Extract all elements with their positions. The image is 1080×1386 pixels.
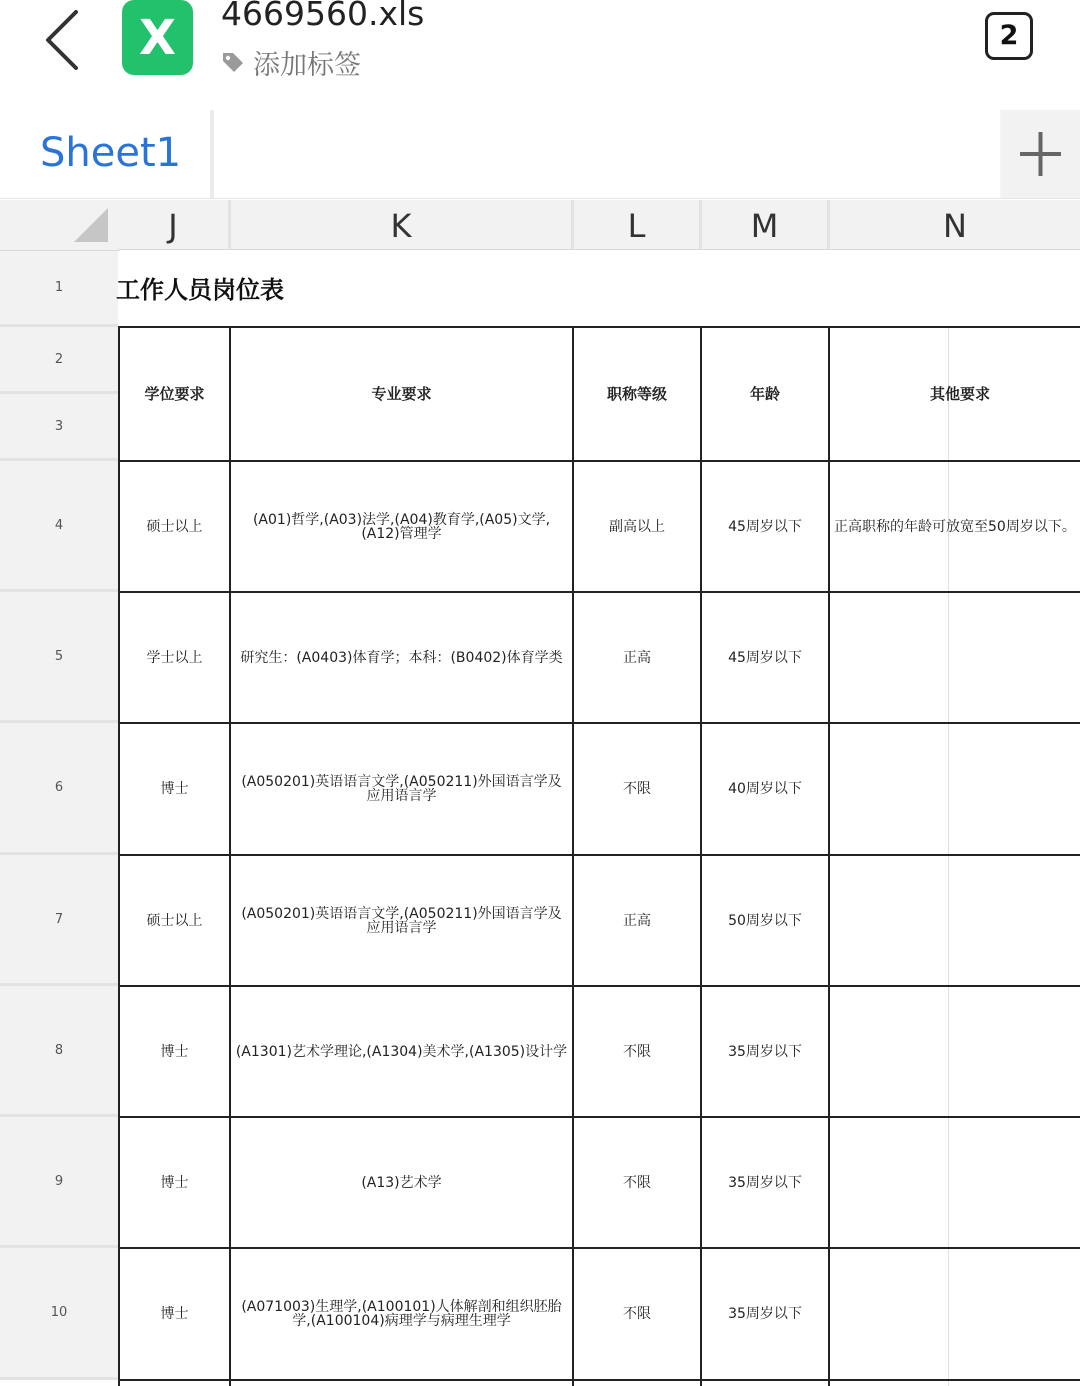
chevron-left-icon <box>38 6 88 72</box>
header-cell-degree[interactable]: 学位要求 <box>144 385 205 403</box>
column-header-m[interactable]: M <box>702 200 830 250</box>
add-tag-button[interactable] <box>221 42 361 82</box>
cell-title-level[interactable]: 不限 <box>623 1174 651 1191</box>
column-header-j[interactable]: J <box>118 200 231 250</box>
cell-degree[interactable]: 学士以上 <box>146 649 203 666</box>
app-icon-letter: X <box>138 10 177 66</box>
cell-title-level[interactable]: 正高 <box>623 912 651 929</box>
cell-degree[interactable]: 博士 <box>160 1043 189 1060</box>
cell-title-level[interactable]: 正高 <box>623 649 651 666</box>
select-all-triangle-icon <box>0 200 118 250</box>
cell-degree[interactable]: 博士 <box>160 781 189 797</box>
header-cell-title-level[interactable]: 职称等级 <box>606 385 667 403</box>
cell-major[interactable]: (A01)哲学,(A03)法学,(A04)教育学,(A05)文学,(A12)管理学 <box>252 511 551 542</box>
cell-degree[interactable]: 博士 <box>160 1306 189 1322</box>
cell-age[interactable]: 45周岁以下 <box>728 649 802 666</box>
cell-title-level[interactable]: 不限 <box>623 1043 651 1060</box>
add-sheet-button[interactable] <box>1001 110 1080 198</box>
cell-other[interactable] <box>830 724 1080 854</box>
back-button[interactable] <box>38 6 88 72</box>
cell-degree[interactable]: 硕士以上 <box>146 518 203 535</box>
excel-file-icon <box>122 0 193 75</box>
header-cell-other[interactable]: 其他要求 <box>929 385 990 403</box>
cell-major[interactable]: (A071003)生理学,(A100101)人体解剖和组织胚胎学,(A100104)病理学与病理生理学 <box>241 1299 562 1329</box>
cell-other[interactable] <box>830 1249 1080 1379</box>
cell-age[interactable]: 40周岁以下 <box>728 781 802 797</box>
cell-degree[interactable]: 博士 <box>160 1174 189 1191</box>
window-count-button[interactable]: 2 <box>985 12 1033 60</box>
row-header[interactable]: 6 <box>0 723 118 855</box>
data-table <box>118 326 1080 1386</box>
column-header-n[interactable]: N <box>830 200 1080 250</box>
sheet-title-cell[interactable]: 工作人员岗位表 <box>116 276 284 304</box>
cell-degree[interactable]: 硕士以上 <box>146 912 203 929</box>
row-header[interactable]: 9 <box>0 1117 118 1248</box>
cell-age[interactable]: 35周岁以下 <box>728 1043 802 1060</box>
cell-other[interactable] <box>830 1118 1080 1247</box>
sheet-tab-spacer <box>214 110 1000 198</box>
sheet-tab-label: Sheet1 <box>40 130 182 176</box>
cell-other[interactable] <box>830 593 1080 722</box>
cell-title-level[interactable]: 副高以上 <box>609 518 665 535</box>
cell-major[interactable]: (A050201)英语语言文学,(A050211)外国语言学及应用语言学 <box>241 774 562 804</box>
row-header[interactable]: 8 <box>0 986 118 1117</box>
cell-other[interactable]: 正高职称的年龄可放宽至50周岁以下。 <box>834 518 1076 535</box>
title-bar <box>0 0 1080 111</box>
table-border <box>118 1379 1080 1381</box>
cell-age[interactable]: 35周岁以下 <box>728 1306 802 1322</box>
tag-icon <box>221 50 245 74</box>
row-header[interactable]: 3 <box>0 394 118 461</box>
cell-other[interactable] <box>830 987 1080 1116</box>
cell-major[interactable]: (A1301)艺术学理论,(A1304)美术学,(A1305)设计学 <box>235 1043 568 1060</box>
cell-title-level[interactable]: 不限 <box>623 1306 651 1322</box>
cell-major[interactable]: 研究生：(A0403)体育学；本科：(B0402)体育学类 <box>240 649 563 666</box>
row-header[interactable]: 2 <box>0 327 118 394</box>
row-header[interactable]: 1 <box>0 251 118 327</box>
row-header[interactable]: 7 <box>0 855 118 986</box>
row-header[interactable]: 10 <box>0 1248 118 1380</box>
row-header[interactable]: 5 <box>0 592 118 723</box>
column-header-k[interactable]: K <box>231 200 574 250</box>
select-all-corner[interactable] <box>0 200 119 251</box>
row-header[interactable]: 4 <box>0 461 118 592</box>
cell-age[interactable]: 45周岁以下 <box>728 518 802 535</box>
cell-major[interactable]: (A13)艺术学 <box>361 1174 442 1191</box>
tab-sheet1[interactable] <box>0 110 214 198</box>
header-cell-age[interactable]: 年龄 <box>749 385 780 403</box>
column-header-l[interactable]: L <box>574 200 702 250</box>
header-cell-major[interactable]: 专业要求 <box>371 385 432 403</box>
cell-major[interactable]: (A050201)英语语言文学,(A050211)外国语言学及应用语言学 <box>241 905 562 936</box>
cell-age[interactable]: 50周岁以下 <box>728 912 802 929</box>
file-name: 4669560.xls <box>221 0 425 33</box>
add-tag-label: 添加标签 <box>253 49 361 81</box>
sheet-tab-bar <box>0 110 1080 199</box>
cell-age[interactable]: 35周岁以下 <box>728 1174 802 1191</box>
cell-title-level[interactable]: 不限 <box>623 781 651 797</box>
cell-other[interactable] <box>830 856 1080 985</box>
plus-icon <box>1001 110 1080 198</box>
